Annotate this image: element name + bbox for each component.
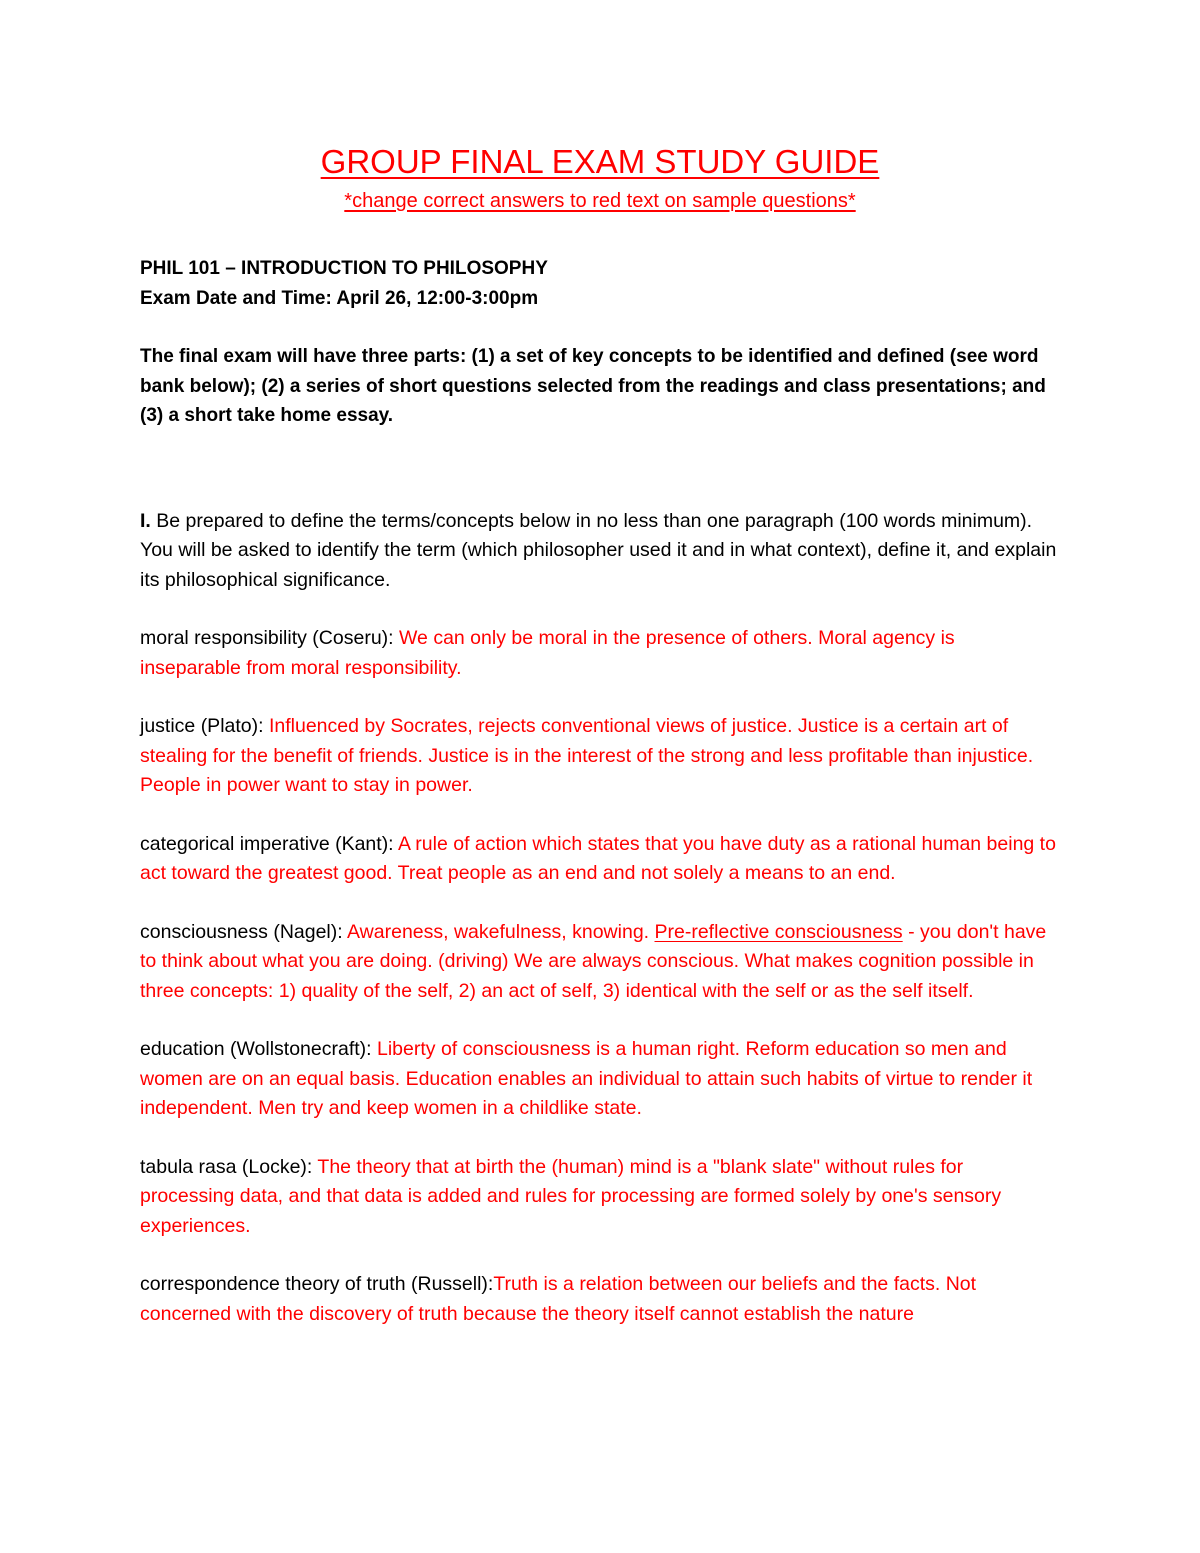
term-definition: We can only be moral in the presence of others. Moral agency is inseparable from moral responsibility. <box>140 627 955 679</box>
term-label: justice (Plato): <box>140 715 269 737</box>
term-definition: The theory that at birth the (human) mind is a "blank slate" without rules for processing data, and that data is added and rules for processing are formed solely by one's sensory experiences. <box>140 1155 1002 1237</box>
term-education <box>140 1035 1060 1124</box>
term-label: categorical imperative (Kant): <box>140 832 398 855</box>
section-1-instructions <box>140 507 1060 596</box>
term-label: tabula rasa (Locke): <box>140 1155 318 1178</box>
section-instructions-text: Be prepared to define the terms/concepts below in no less than one paragraph (100 words minimum). You will be asked to identify the term (which philosopher used it and in what context), define it, and explain its philosophical significance. <box>140 509 1057 591</box>
term-definition-underlined: Pre-reflective consciousness <box>654 920 903 943</box>
term-definition: A rule of action which states that you have duty as a rational human being to act toward the greatest good. Treat people as an end and not solely a means to an end. <box>140 832 1056 884</box>
exam-date-time: Exam Date and Time: April 26, 12:00-3:00pm <box>140 288 539 309</box>
term-consciousness <box>140 918 1060 1007</box>
term-definition-part-b: - you don't have to think about what you are doing. (driving) We are always conscious. What makes cognition possible in three concepts: 1) quality of the self, 2) an act of self, 3) identical with the self or as the self itself. <box>140 920 1047 1002</box>
term-definition: Influenced by Socrates, rejects conventional views of justice. Justice is a certain art of stealing for the benefit of friends. Justice is in the interest of the strong and less profitable than injustice. People in power want to stay in power. <box>140 715 1034 796</box>
term-definition: Truth is a relation between our beliefs and the facts. Not concerned with the discovery of truth because the theory itself cannot establish the nature <box>140 1273 977 1325</box>
term-categorical-imperative <box>140 830 1060 889</box>
exam-overview: The final exam will have three parts: (1) a set of key concepts to be identified and defined (see word bank below); (2) a series of short questions selected from the readings and class presentations; and (3) a short take home essay. <box>140 346 1046 426</box>
document-subtitle: *change correct answers to red text on sample questions* <box>344 190 856 212</box>
document-title: GROUP FINAL EXAM STUDY GUIDE <box>320 143 880 180</box>
term-moral-responsibility <box>140 624 1060 683</box>
term-label: education (Wollstonecraft): <box>140 1038 377 1060</box>
term-label: correspondence theory of truth (Russell): <box>140 1273 494 1295</box>
section-numeral: I. <box>140 509 151 532</box>
term-label: consciousness (Nagel): <box>140 920 348 943</box>
term-correspondence-theory <box>140 1270 1060 1329</box>
term-definition: Liberty of consciousness is a human right. Reform education so men and women are on an equal basis. Education enables an individual to attain such habits of virtue to render it independent. Men try and keep women in a childlike state. <box>140 1038 1033 1119</box>
term-tabula-rasa <box>140 1153 1060 1242</box>
course-name: PHIL 101 – INTRODUCTION TO PHILOSOPHY <box>140 258 548 279</box>
term-definition-part-a: Awareness, wakefulness, knowing. <box>347 920 655 943</box>
term-label: moral responsibility (Coseru): <box>140 627 399 649</box>
term-justice <box>140 712 1060 801</box>
